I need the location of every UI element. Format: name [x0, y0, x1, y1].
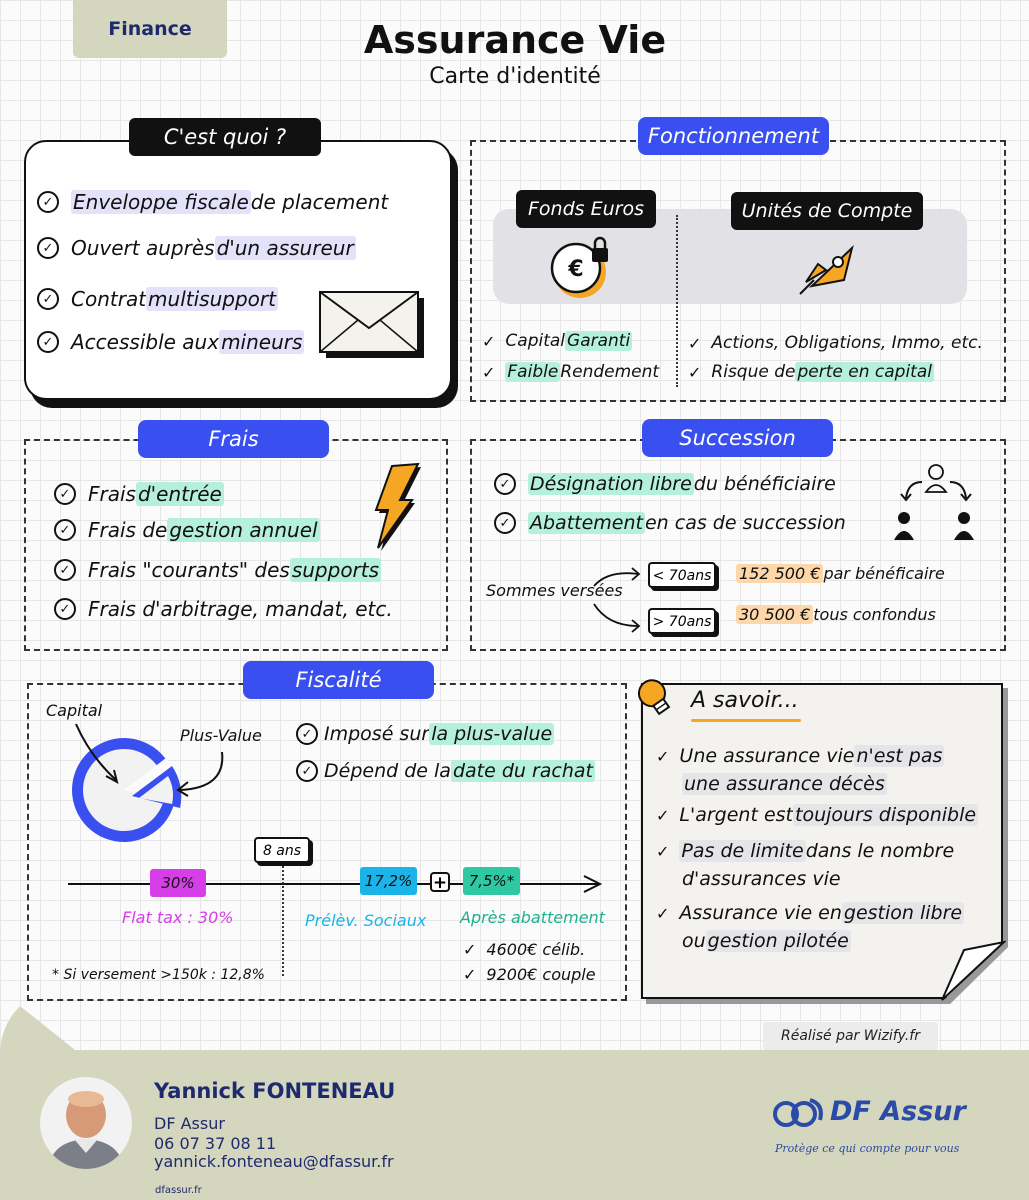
fiscalite-heading: Fiscalité	[243, 661, 434, 699]
item-highlight: Pas de limite	[681, 840, 804, 862]
fiscalite-item	[296, 723, 554, 745]
checkmark-icon: ✓	[463, 940, 477, 959]
check-circle-icon: ✓	[37, 191, 59, 213]
eight-years-divider	[282, 866, 284, 976]
item-highlight: Désignation libre	[530, 473, 692, 495]
succession-item	[494, 473, 836, 495]
apres-abattement-label: Après abattement	[460, 908, 605, 927]
over-70-badge: > 70ans	[648, 608, 716, 634]
couple-text: 9200€ couple	[486, 965, 596, 984]
contact-name: Yannick FONTENEAU	[154, 1079, 396, 1103]
contact-phone[interactable]: 06 07 37 08 11	[154, 1134, 277, 1153]
svg-text:€: €	[568, 257, 584, 282]
check-circle-icon: ✓	[494, 473, 516, 495]
flat-tax-label: Flat tax : 30%	[122, 908, 234, 927]
prelevements-label: Prélèv. Sociaux	[305, 911, 427, 930]
item-pre: L'argent est	[679, 804, 793, 826]
euro-lock-icon	[548, 236, 618, 300]
item-pre: Imposé sur	[324, 723, 430, 745]
page-subtitle: Carte d'identité	[429, 64, 601, 89]
item-pre: Frais d'arbitrage, mandat, etc.	[88, 597, 393, 621]
item-pre: Dépend de la	[324, 760, 451, 782]
item-pre: ou	[682, 930, 706, 952]
under-70-allowance	[736, 564, 945, 583]
fiscalite-item	[296, 760, 595, 782]
fonds-euros-item	[482, 331, 632, 351]
item-highlight: mineurs	[221, 330, 303, 354]
cest-quoi-item	[37, 236, 356, 260]
cest-quoi-item	[37, 330, 304, 354]
cest-quoi-item	[37, 190, 388, 214]
a-savoir-item-line2	[682, 773, 887, 795]
check-circle-icon: ✓	[494, 512, 516, 534]
a-savoir-item-line2	[682, 930, 851, 952]
frais-item	[54, 482, 224, 506]
cest-quoi-panel	[24, 140, 452, 400]
item-pre: Assurance vie en	[679, 902, 842, 924]
contact-company: DF Assur	[154, 1114, 225, 1133]
checkmark-icon: ✓	[688, 362, 702, 382]
envelope-icon	[318, 290, 428, 360]
item-pre: Accessible aux	[71, 330, 220, 354]
check-circle-icon: ✓	[37, 237, 59, 259]
amount-highlight: 30 500 €	[736, 605, 813, 624]
unites-compte-item	[688, 333, 983, 353]
branch-arrows	[590, 560, 650, 634]
fonctionnement-heading: Fonctionnement	[638, 117, 829, 155]
item-highlight: Garanti	[567, 331, 631, 351]
item-pre: Contrat	[71, 287, 147, 311]
capital-label: Capital	[46, 701, 103, 720]
allowance-text: par bénéficaire	[823, 564, 945, 583]
item-pre: d'assurances vie	[682, 868, 841, 890]
item-post: du bénéficiaire	[693, 473, 836, 495]
check-circle-icon: ✓	[296, 760, 318, 782]
celib-item	[463, 940, 585, 959]
abattement-badge: 7,5%*	[463, 867, 520, 895]
check-circle-icon: ✓	[54, 483, 76, 505]
note-fold-corner	[940, 940, 1006, 1002]
frais-item	[54, 558, 381, 582]
item-highlight: supports	[291, 558, 380, 582]
flat-tax-badge: 30%	[150, 869, 206, 897]
check-circle-icon: ✓	[54, 519, 76, 541]
fonctionnement-divider	[676, 215, 678, 387]
check-circle-icon: ✓	[54, 598, 76, 620]
amount-highlight: 152 500 €	[736, 564, 823, 583]
item-highlight: multisupport	[148, 287, 276, 311]
a-savoir-item-line2	[682, 868, 841, 890]
checkmark-icon: ✓	[656, 746, 670, 766]
couple-item	[463, 965, 596, 984]
category-label: Finance	[108, 18, 192, 40]
item-highlight: perte en capital	[797, 362, 932, 382]
category-tab[interactable]	[73, 0, 227, 58]
item-highlight: Abattement	[530, 512, 643, 534]
logo-text: DF Assur	[830, 1096, 966, 1127]
credit-badge[interactable]: Réalisé par Wizify.fr	[763, 1022, 938, 1050]
lightbulb-icon	[628, 672, 684, 726]
checkmark-icon: ✓	[482, 362, 496, 382]
unites-compte-item	[688, 362, 934, 382]
beneficiaries-icon	[886, 462, 986, 544]
item-pre: Frais de	[88, 518, 168, 542]
checkmark-icon: ✓	[656, 903, 670, 923]
cest-quoi-heading: C'est quoi ?	[129, 118, 321, 156]
logo-tagline: Protège ce qui compte pour vous	[775, 1142, 960, 1155]
item-highlight: date du rachat	[452, 760, 593, 782]
checkmark-icon: ✓	[463, 965, 477, 984]
item-highlight: gestion pilotée	[707, 930, 849, 952]
item-pre: Capital	[505, 331, 566, 351]
item-pre: Frais	[88, 482, 136, 506]
item-highlight: la plus-value	[431, 723, 553, 745]
plus-icon: +	[430, 872, 450, 892]
rocket-icon	[792, 240, 864, 300]
item-highlight: gestion libre	[843, 902, 963, 924]
allowance-text: tous confondus	[813, 605, 936, 624]
item-highlight: Enveloppe fiscale	[73, 190, 249, 214]
item-highlight: toujours disponible	[795, 804, 977, 826]
item-pre: Frais "courants" des	[88, 558, 290, 582]
fiscalite-footnote: * Si versement >150k : 12,8%	[52, 967, 265, 983]
check-circle-icon: ✓	[296, 723, 318, 745]
item-pre: Une assurance vie	[679, 745, 855, 767]
fonds-euros-label: Fonds Euros	[516, 190, 656, 228]
a-savoir-item	[656, 902, 964, 924]
item-post: dans le nombre	[805, 840, 955, 862]
sommes-versees-label: Sommes versées	[486, 581, 623, 600]
contact-email[interactable]: yannick.fonteneau@dfassur.fr	[154, 1152, 394, 1171]
frais-item	[54, 518, 320, 542]
plus-value-label: Plus-Value	[180, 726, 262, 745]
item-highlight: d'entrée	[137, 482, 222, 506]
check-circle-icon: ✓	[54, 559, 76, 581]
a-savoir-item	[656, 745, 944, 767]
item-highlight: Faible	[507, 362, 559, 382]
check-circle-icon: ✓	[37, 331, 59, 353]
frais-heading: Frais	[138, 420, 329, 458]
item-highlight: n'est pas	[856, 745, 943, 767]
item-highlight: gestion annuel	[169, 518, 318, 542]
item-highlight: une assurance décès	[684, 773, 885, 795]
frais-item	[54, 597, 393, 621]
lightning-icon	[366, 460, 422, 552]
under-70-badge: < 70ans	[648, 562, 716, 588]
item-highlight: d'un assureur	[216, 236, 354, 260]
eight-years-badge: 8 ans	[254, 837, 310, 863]
over-70-allowance	[736, 605, 936, 624]
capital-plusvalue-pie	[60, 712, 240, 852]
fonds-euros-item	[482, 362, 659, 382]
checkmark-icon: ✓	[656, 841, 670, 861]
unites-compte-label: Unités de Compte	[731, 192, 923, 230]
item-post: de placement	[250, 190, 389, 214]
checkmark-icon: ✓	[656, 805, 670, 825]
item-pre: Actions, Obligations, Immo, etc.	[711, 333, 983, 353]
check-circle-icon: ✓	[37, 288, 59, 310]
item-post: en cas de succession	[644, 512, 846, 534]
celib-text: 4600€ célib.	[486, 940, 586, 959]
website-link[interactable]: dfassur.fr	[155, 1185, 202, 1196]
page-title: Assurance Vie	[363, 18, 667, 62]
a-savoir-item	[656, 840, 954, 862]
cest-quoi-item	[37, 287, 278, 311]
checkmark-icon: ✓	[688, 333, 702, 353]
checkmark-icon: ✓	[482, 331, 496, 351]
avatar	[40, 1077, 132, 1169]
prelevements-badge: 17,2%	[360, 867, 417, 895]
a-savoir-item	[656, 804, 978, 826]
item-post: Rendement	[560, 362, 660, 382]
succession-heading: Succession	[642, 419, 833, 457]
item-pre: Risque de	[711, 362, 796, 382]
item-pre: Ouvert auprès	[71, 236, 215, 260]
a-savoir-heading: A savoir...	[691, 688, 799, 713]
a-savoir-underline	[691, 719, 801, 722]
df-assur-logo-icon	[768, 1096, 828, 1130]
timeline-axis	[66, 870, 606, 894]
succession-item	[494, 512, 846, 534]
